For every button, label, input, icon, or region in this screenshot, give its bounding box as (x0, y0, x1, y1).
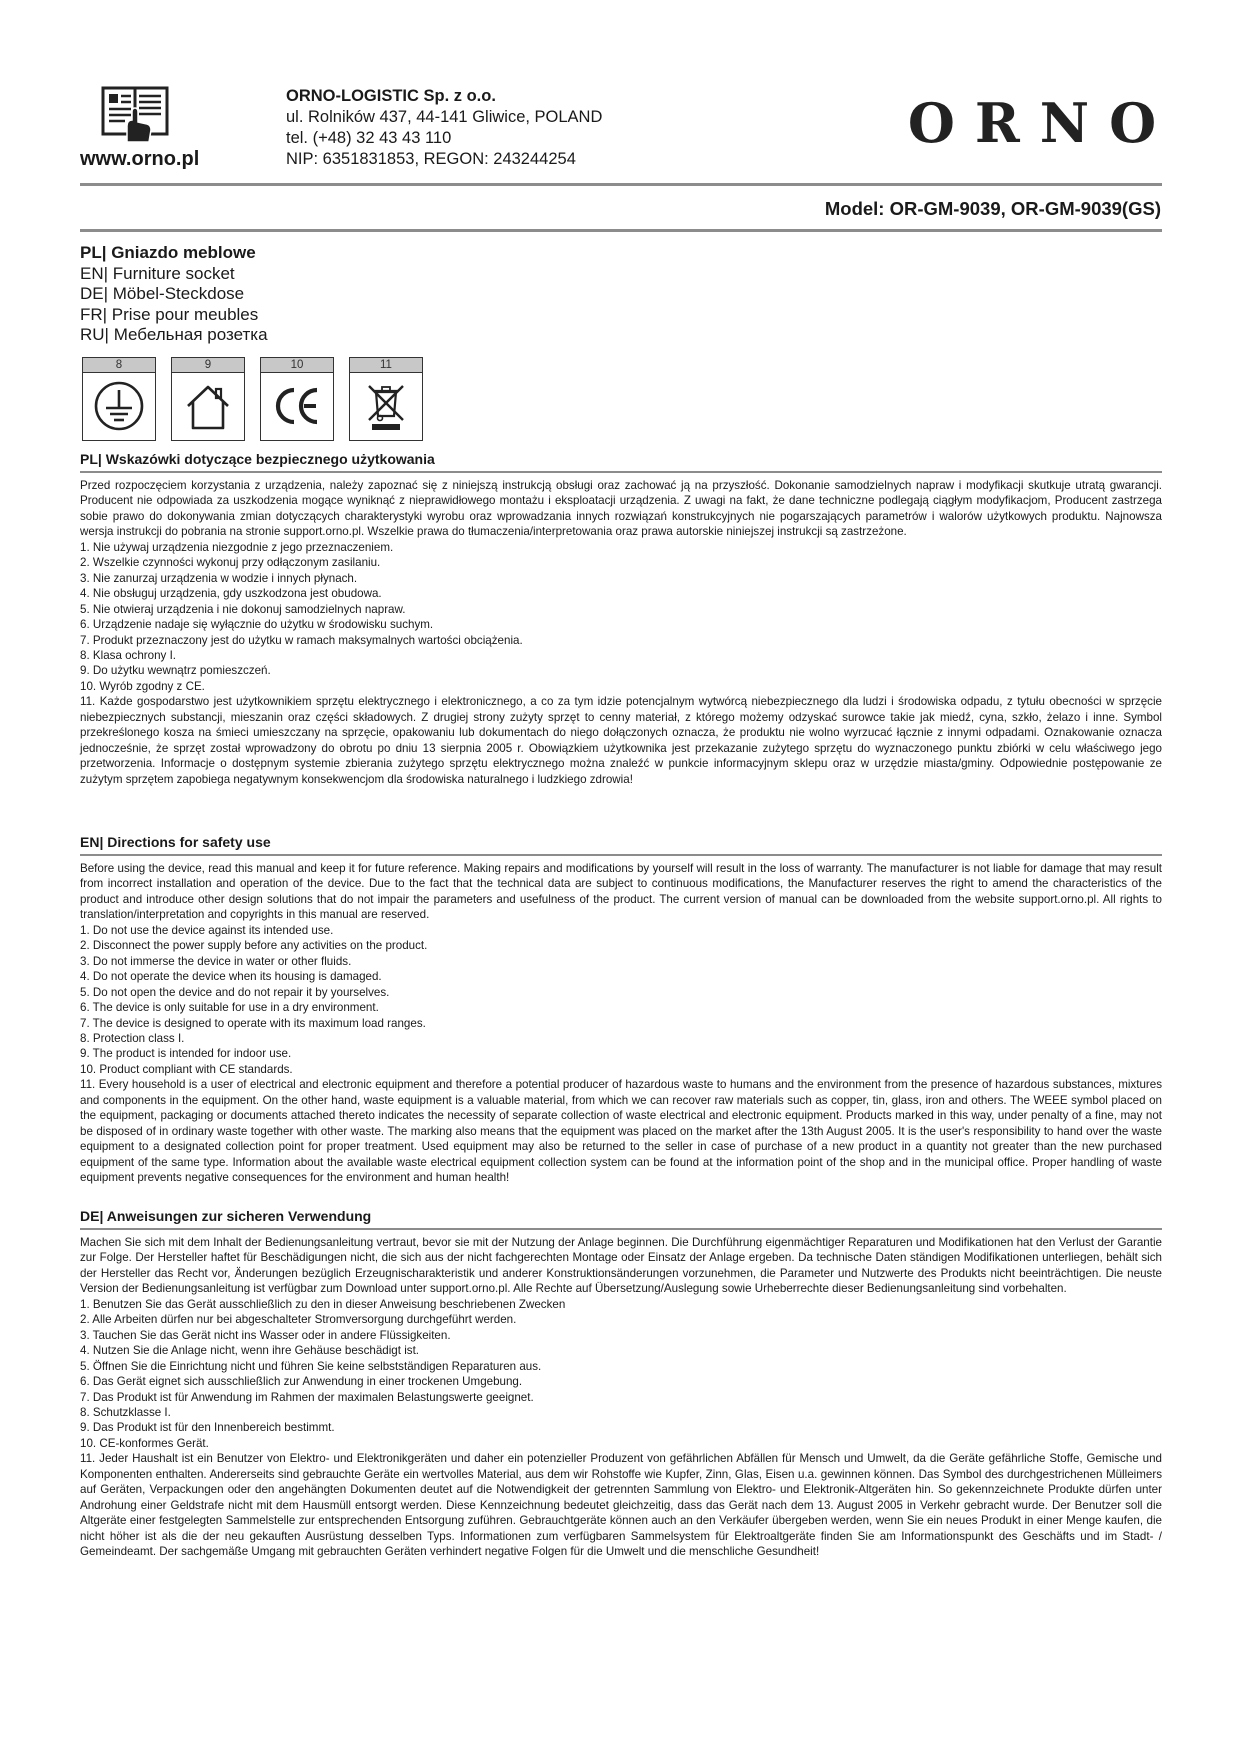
product-name-ru: RU| Мебельная розетка (80, 325, 268, 345)
section-intro-pl: Przed rozpoczęciem korzystania z urządzenia, należy zapoznać się z niniejszą instrukcją obsługi oraz zachować ją na przyszłość. Dokonanie samodzielnych napraw i modyfikacji skutkuje utratą gwarancji. Producent nie odpowiada za uszkodzenia mogące wyniknąć z nieprawidłowego montażu i eksploatacji urządzenia. Z uwagi na fakt, że dane techniczne podlegają ciągłym modyfikacjom, Producent zastrzega sobie prawo do dokonywania zmian dotyczących charakterystyki wyrobu oraz wprowadzania innych rozwiązań konstrukcyjnych nie pogarszających parametrów i walorów użytkowych produktu. Najnowsza wersja instrukcji do pobrania na stronie support.orno.pl. Wszelkie prawa do tłumaczenia/interpretowania oraz prawa autorskie niniejszej instrukcji są zastrzeżone. (80, 479, 1162, 539)
section-body-de (80, 1235, 1162, 1560)
list-item: 9. Do użytku wewnątrz pomieszczeń. (80, 664, 271, 678)
section-intro-en: Before using the device, read this manual and keep it for future reference. Making repairs and modifications by yourself will result in the loss of warranty. The manufacturer is not liable for damage that may result from incorrect installation and operation of the device. Due to the fact that the technical data are subject to continuous modifications, the Manufacturer reserves the right to amend the characteristics of the product and introduce other design solutions that do not impair the parameters and usefulness of the product. The current version of manual can be downloaded from the website support.orno.pl. All rights to translation/interpretation and copyrights in this manual are reserved. (80, 862, 1162, 922)
section-en (80, 834, 1162, 1186)
company-ids: NIP: 6351831853, REGON: 243244254 (286, 150, 576, 168)
list-item: 3. Tauchen Sie das Gerät nicht ins Wasser oder in andere Flüssigkeiten. (80, 1328, 451, 1342)
orno-logo-text: ORNO (907, 91, 1177, 155)
symbol-box-9 (171, 357, 245, 441)
list-item: 10. CE-konformes Gerät. (80, 1436, 209, 1450)
list-item: 6. The device is only suitable for use in a dry environment. (80, 1001, 379, 1015)
list-item: 8. Protection class I. (80, 1031, 185, 1045)
model-number: Model: OR-GM-9039, OR-GM-9039(GS) (824, 198, 1161, 219)
product-name-de: DE| Möbel-Steckdose (80, 284, 245, 304)
protective-earth-icon (91, 378, 147, 434)
list-item: 5. Do not open the device and do not repair it by yourselves. (80, 985, 390, 999)
company-address: ul. Rolników 437, 44-141 Gliwice, POLAND (286, 108, 603, 126)
indoor-house-icon (180, 378, 236, 434)
list-item: 8. Schutzklasse I. (80, 1405, 171, 1419)
company-name: ORNO-LOGISTIC Sp. z o.o. (286, 87, 496, 105)
weee-bin-icon (358, 378, 414, 434)
symbol-box-8 (82, 357, 156, 441)
company-info (286, 86, 602, 170)
list-item: 10. Wyrób zgodny z CE. (80, 679, 205, 693)
list-item: 11. Every household is a user of electrical and electronic equipment and therefore a potential producer of hazardous waste to humans and the environment from the presence of hazardous substances, mixtures and components in the equipment. On the other hand, waste equipment is a valuable material, from which we can recover raw materials such as copper, tin, glass, iron and others. The WEEE symbol placed on the equipment, packaging or documents attached thereto indicates the necessity of separate collection of waste electrical and electronic equipment. Products marked in this way, under penalty of a fine, may not be disposed of in ordinary waste together with other waste. The marking also means that the equipment was placed on the market after the 13th August 2005. It is the user's responsibility to hand over the waste equipment to a designated collection point for proper treatment. Used equipment may also be returned to the seller in case of purchase of a new product in a quantity not greater than the new purchased equipment of the same type. Information about the available waste electrical equipment collection system can be found at the information point of the shop and in the municipal office. Proper handling of waste equipment prevents negative consequences for the environment and human health! (80, 1078, 1162, 1185)
manual-book-icon (101, 86, 169, 144)
list-item: 5. Öffnen Sie die Einrichtung nicht und führen Sie keine selbstständigen Reparaturen aus. (80, 1359, 542, 1373)
list-item: 1. Do not use the device against its intended use. (80, 923, 334, 937)
product-name-pl: PL| Gniazdo meblowe (80, 243, 256, 262)
section-heading-en: EN| Directions for safety use (80, 834, 1162, 856)
list-item: 11. Jeder Haushalt ist ein Benutzer von Elektro- und Elektronikgeräten und daher ein potenzieller Produzent von gefährlichen Abfällen für Mensch und Umwelt, da die Geräte gefährliche Stoffe, Gemische und Komponenten enthalten. Andererseits sind gebrauchte Geräte ein wertvolles Material, aus dem wir Rohstoffe wie Kupfer, Zinn, Glas, Eisen u.a. gewinnen können. Das Symbol des durchgestrichenen Mülleimers auf Geräten, Verpackungen oder den angehängten Dokumenten deutet auf die Notwendigkeit der getrennten Sammlung von Elektro- und Elektronik-Altgeräten hin. So gekennzeichnete Produkte dürfen unter Androhung einer Geldstrafe nicht mit dem Hausmüll entsorgt werden. Diese Kennzeichnung bedeutet gleichzeitig, dass das Gerät nach dem 13. August 2005 in Verkehr gebracht wurde. Der Benutzer soll die Altgeräte einer festgelegten Sammelstelle zur entsprechenden Entsorgung zuführen. Gebrauchtgeräte können auch an den Verkäufer übergeben werden, wenn Sie ein neues Produkt in einer Menge kaufen, die nicht höher ist als die der neu gekauften Ausrüstung desselben Typs. Informationen zum verfügbaren Sammelsystem für Elektroaltgeräte finden Sie am Informationspunkt des Geschäfts und im Stadt- / Gemeindeamt. Der sachgemäße Umgang mit gebrauchten Geräten verhindert negative Folgen für die Umwelt und die menschliche Gesundheit! (80, 1452, 1162, 1559)
list-item: 2. Alle Arbeiten dürfen nur bei abgeschalteter Stromversorgung durchgeführt werden. (80, 1313, 517, 1327)
list-item: 6. Das Gerät eignet sich ausschließlich zur Anwendung in einer trockenen Umgebung. (80, 1375, 523, 1389)
header-divider (80, 183, 1162, 186)
section-de (80, 1208, 1162, 1560)
ce-mark-icon (269, 378, 325, 434)
symbol-number: 11 (350, 358, 422, 373)
product-name-en: EN| Furniture socket (80, 263, 235, 283)
list-item: 2. Wszelkie czynności wykonuj przy odłączonym zasilaniu. (80, 556, 381, 570)
list-item: 4. Nutzen Sie die Anlage nicht, wenn ihre Gehäuse beschädigt ist. (80, 1344, 420, 1358)
list-item: 6. Urządzenie nadaje się wyłącznie do użytku w środowisku suchym. (80, 618, 434, 632)
list-item: 7. The device is designed to operate with its maximum load ranges. (80, 1016, 426, 1030)
instruction-list-en (80, 923, 1162, 1186)
symbol-box-10 (260, 357, 334, 441)
list-item: 8. Klasa ochrony I. (80, 648, 177, 662)
list-item: 9. The product is intended for indoor use. (80, 1047, 292, 1061)
section-intro-de: Machen Sie sich mit dem Inhalt der Bedienungsanleitung vertraut, bevor sie mit der Nutzung der Anlage beginnen. Die Durchführung eigenmächtiger Reparaturen und Modifikationen hat den Verlust der Garantie zur Folge. Der Hersteller haftet für Beschädigungen nicht, die sich aus der nicht fachgerechten Montage oder Einsatz der Anlage ergeben. Da technische Daten ständigen Modifikationen unterliegen, behält sich der Hersteller das Recht vor, Änderungen bezüglich Erzeugnischarakteristik und anderer Konstruktionsänderungen vorzunehmen, die Parameter und Nutzwerte des Produkts nicht beeinträchtigen. Die neuste Version der Bedienungsanleitung ist verfügbar zum Download unter support.orno.pl. Alle Rechte auf Übersetzung/Auslegung sowie Urheberrechte dieser Bedienungsanleitung sind vorbehalten. (80, 1236, 1162, 1296)
symbol-box-11 (349, 357, 423, 441)
list-item: 1. Benutzen Sie das Gerät ausschließlich zu den in dieser Anweisung beschriebenen Zwecken (80, 1297, 566, 1311)
section-pl (80, 451, 1162, 787)
product-name-fr: FR| Prise pour meubles (80, 304, 259, 324)
orno-logo (907, 91, 1177, 155)
section-heading-pl: PL| Wskazówki dotyczące bezpiecznego użytkowania (80, 451, 1162, 473)
list-item: 4. Do not operate the device when its housing is damaged. (80, 970, 382, 984)
symbol-number: 9 (172, 358, 244, 373)
symbol-number: 10 (261, 358, 333, 373)
instruction-list-pl (80, 540, 1162, 787)
list-item: 3. Nie zanurzaj urządzenia w wodzie i innych płynach. (80, 571, 358, 585)
website-url: www.orno.pl (80, 148, 200, 170)
list-item: 7. Das Produkt ist für Anwendung im Rahmen der maximalen Belastungswerte geeignet. (80, 1390, 534, 1404)
company-phone: tel. (+48) 32 43 43 110 (286, 129, 452, 147)
list-item: 11. Każde gospodarstwo jest użytkownikiem sprzętu elektrycznego i elektronicznego, a co za tym idzie potencjalnym wytwórcą niebezpiecznego dla ludzi i środowiska odpadu, z tytułu obecności w sprzęcie niebezpiecznych substancji, mieszanin oraz części składowych. Z drugiej strony zużyty sprzęt to cenny materiał, z którego możemy odzyskać surowce takie jak miedź, cyna, szkło, żelazo i inne. Symbol przekreślonego kosza na śmieci umieszczany na sprzęcie, opakowaniu lub dokumentach do niego dołączonych oznacza, że produktu nie wolno wyrzucać łącznie z innymi odpadami. Oznakowanie oznacza jednocześnie, że sprzęt został wprowadzony do obrotu po dniu 13 sierpnia 2005 r. Obowiązkiem użytkownika jest przekazanie zużytego sprzętu do wyznaczonego punktu zbiórki w celu właściwego jego przetworzenia. Informacje o dostępnym systemie zbierania zużytego sprzętu elektrycznego można znaleźć w punkcie informacyjnym sklepu oraz w urzędzie miasta/gminy. Odpowiednie postępowanie ze zużytym sprzętem zapobiega negatywnym konsekwencjom dla środowiska naturalnego i ludzkiego zdrowia! (80, 695, 1162, 786)
section-heading-de: DE| Anweisungen zur sicheren Verwendung (80, 1208, 1162, 1230)
list-item: 3. Do not immerse the device in water or other fluids. (80, 954, 352, 968)
list-item: 5. Nie otwieraj urządzenia i nie dokonuj samodzielnych napraw. (80, 602, 406, 616)
symbol-number: 8 (83, 358, 155, 373)
product-names (80, 243, 268, 346)
list-item: 1. Nie używaj urządzenia niezgodnie z jego przeznaczeniem. (80, 540, 394, 554)
model-divider (80, 229, 1162, 232)
list-item: 10. Product compliant with CE standards. (80, 1062, 293, 1076)
list-item: 7. Produkt przeznaczony jest do użytku w ramach maksymalnych wartości obciążenia. (80, 633, 523, 647)
section-body-en (80, 861, 1162, 1186)
list-item: 4. Nie obsługuj urządzenia, gdy uszkodzona jest obudowa. (80, 587, 382, 601)
list-item: 2. Disconnect the power supply before any activities on the product. (80, 939, 428, 953)
instruction-list-de (80, 1297, 1162, 1560)
list-item: 9. Das Produkt ist für den Innenbereich bestimmt. (80, 1421, 335, 1435)
section-body-pl (80, 478, 1162, 787)
